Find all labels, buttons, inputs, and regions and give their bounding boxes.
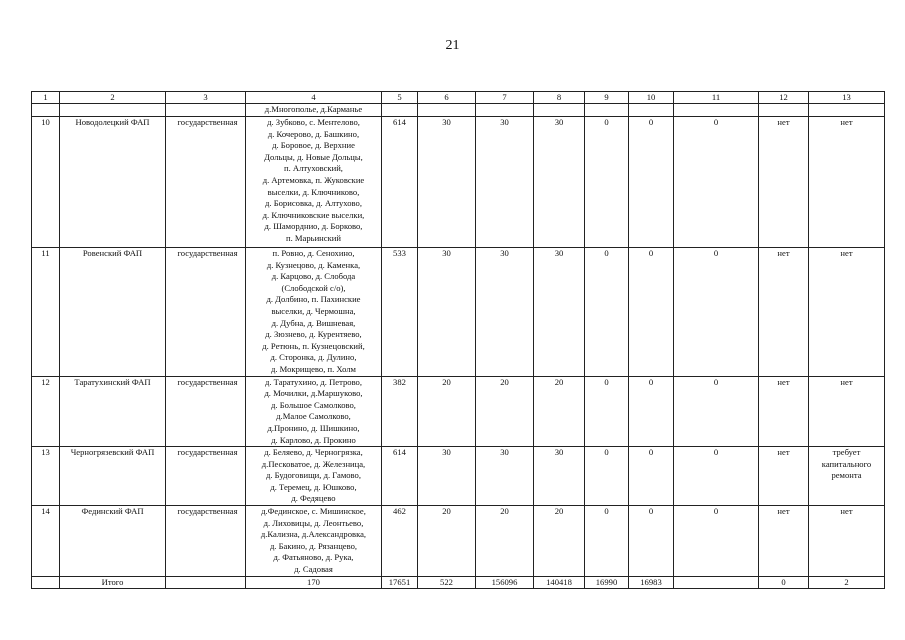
table-cell <box>166 104 246 117</box>
table-cell <box>809 104 885 117</box>
value-cell: 0 <box>629 117 674 248</box>
table-row <box>32 117 885 248</box>
value-cell: 462 <box>382 506 418 577</box>
value-cell: нет <box>759 117 809 248</box>
value-cell: 30 <box>418 447 476 506</box>
value-cell: 0 <box>674 506 759 577</box>
total-value: 2 <box>809 576 885 589</box>
facilities-table <box>31 91 885 589</box>
total-value: 0 <box>759 576 809 589</box>
ownership-type: государственная <box>166 376 246 447</box>
value-cell: 533 <box>382 248 418 377</box>
table-cell <box>32 576 60 589</box>
value-cell: 0 <box>585 248 629 377</box>
table-cell <box>476 104 534 117</box>
table-cell <box>166 576 246 589</box>
note-cell: нет <box>809 376 885 447</box>
value-cell: 20 <box>418 376 476 447</box>
header-cell: 2 <box>60 92 166 104</box>
value-cell: 20 <box>534 506 585 577</box>
note-cell: нет <box>809 506 885 577</box>
header-cell: 10 <box>629 92 674 104</box>
total-value <box>674 576 759 589</box>
villages-cell: д.Фединское, с. Мишинское, д. Лиховицы, д. Леонтьево, д.Кализна, д.Александровка, д. Бакино, д. Рязанцево, д. Фатьяново, д. Рука, д. Садовая <box>246 506 382 577</box>
value-cell: 0 <box>585 447 629 506</box>
header-cell: 13 <box>809 92 885 104</box>
value-cell: 30 <box>476 447 534 506</box>
value-cell: 30 <box>418 248 476 377</box>
header-cell: 12 <box>759 92 809 104</box>
value-cell: 0 <box>629 248 674 377</box>
value-cell: нет <box>759 376 809 447</box>
header-cell: 1 <box>32 92 60 104</box>
header-cell: 9 <box>585 92 629 104</box>
header-row <box>32 92 885 104</box>
table-cell <box>534 104 585 117</box>
table-cell <box>418 104 476 117</box>
facility-name: Черногрязевский ФАП <box>60 447 166 506</box>
table-cell <box>674 104 759 117</box>
table-cell <box>32 104 60 117</box>
carry-over-row <box>32 104 885 117</box>
value-cell: 0 <box>585 506 629 577</box>
value-cell: 30 <box>476 248 534 377</box>
total-value: 17651 <box>382 576 418 589</box>
villages-cell: п. Ровно, д. Сенохино, д. Кузнецово, д. Каменка, д. Карцово, д. Слобода (Слободской с/о), д. Долбино, п. Пахинские выселки, д. Чермошна, д. Дубна, д. Вишневая, д. Зюзнево, д. Курентяево, д. Ретюнь, п. Кузнецовский, д. Сторонка, д. Дулино, д. Мокрищево, п. Холм <box>246 248 382 377</box>
value-cell: нет <box>759 248 809 377</box>
ownership-type: государственная <box>166 506 246 577</box>
value-cell: нет <box>759 447 809 506</box>
table-cell <box>629 104 674 117</box>
note-cell: нет <box>809 117 885 248</box>
facility-name: Новодолецкий ФАП <box>60 117 166 248</box>
value-cell: 0 <box>585 117 629 248</box>
value-cell: 20 <box>476 506 534 577</box>
value-cell: 30 <box>534 248 585 377</box>
total-row <box>32 576 885 589</box>
header-cell: 5 <box>382 92 418 104</box>
total-value: 140418 <box>534 576 585 589</box>
total-value: 156096 <box>476 576 534 589</box>
value-cell: 0 <box>629 376 674 447</box>
table-cell <box>60 104 166 117</box>
value-cell: 614 <box>382 117 418 248</box>
table-row <box>32 248 885 377</box>
facility-name: Фединский ФАП <box>60 506 166 577</box>
row-number: 10 <box>32 117 60 248</box>
total-value: 522 <box>418 576 476 589</box>
facility-name: Таратухинский ФАП <box>60 376 166 447</box>
header-cell: 11 <box>674 92 759 104</box>
villages-cell: д.Многополье, д.Карманье <box>246 104 382 117</box>
value-cell: 30 <box>534 117 585 248</box>
value-cell: 30 <box>418 117 476 248</box>
note-cell: требует капитального ремонта <box>809 447 885 506</box>
total-value: 16983 <box>629 576 674 589</box>
value-cell: 0 <box>629 506 674 577</box>
value-cell: 0 <box>585 376 629 447</box>
value-cell: 0 <box>674 117 759 248</box>
ownership-type: государственная <box>166 447 246 506</box>
header-cell: 3 <box>166 92 246 104</box>
header-cell: 4 <box>246 92 382 104</box>
row-number: 14 <box>32 506 60 577</box>
value-cell: 20 <box>418 506 476 577</box>
header-cell: 8 <box>534 92 585 104</box>
value-cell: 30 <box>476 117 534 248</box>
value-cell: 0 <box>674 376 759 447</box>
table-row <box>32 376 885 447</box>
facility-name: Ровенский ФАП <box>60 248 166 377</box>
value-cell: 0 <box>674 447 759 506</box>
value-cell: 0 <box>674 248 759 377</box>
row-number: 13 <box>32 447 60 506</box>
header-cell: 7 <box>476 92 534 104</box>
value-cell: 20 <box>476 376 534 447</box>
table-cell <box>585 104 629 117</box>
table-cell <box>759 104 809 117</box>
table-row <box>32 447 885 506</box>
header-cell: 6 <box>418 92 476 104</box>
value-cell: 0 <box>629 447 674 506</box>
note-cell: нет <box>809 248 885 377</box>
ownership-type: государственная <box>166 248 246 377</box>
row-number: 11 <box>32 248 60 377</box>
value-cell: 20 <box>534 376 585 447</box>
value-cell: 382 <box>382 376 418 447</box>
row-number: 12 <box>32 376 60 447</box>
page-number: 21 <box>445 38 460 53</box>
value-cell: нет <box>759 506 809 577</box>
villages-cell: д. Таратухино, д. Петрово, д. Мочилки, д.Маршуково, д. Большое Самолково, д.Малое Самолково, д.Пронино, д. Шишкино, д. Карлово, д. Прокино <box>246 376 382 447</box>
table-cell <box>382 104 418 117</box>
villages-cell: д. Зубково, с. Ментелово, д. Кочерово, д. Башкино, д. Боровое, д. Верхние Дольцы, д. Новые Дольцы, п. Алтуховский, д. Артемовка, п. Жуковские выселки, д. Ключниково, д. Борисовка, д. Алтухово, д. Ключниковские выселки, д. Шаморднио, д. Борково, п. Марьинский <box>246 117 382 248</box>
ownership-type: государственная <box>166 117 246 248</box>
total-value: 170 <box>246 576 382 589</box>
table-row <box>32 506 885 577</box>
value-cell: 614 <box>382 447 418 506</box>
total-value: 16990 <box>585 576 629 589</box>
villages-cell: д. Беляево, д. Черногрязка, д.Песковатое, д. Железница, д. Будоговищи, д. Гамово, д. Теремец, д. Юшково, д. Федяцево <box>246 447 382 506</box>
total-label: Итого <box>60 576 166 589</box>
value-cell: 30 <box>534 447 585 506</box>
